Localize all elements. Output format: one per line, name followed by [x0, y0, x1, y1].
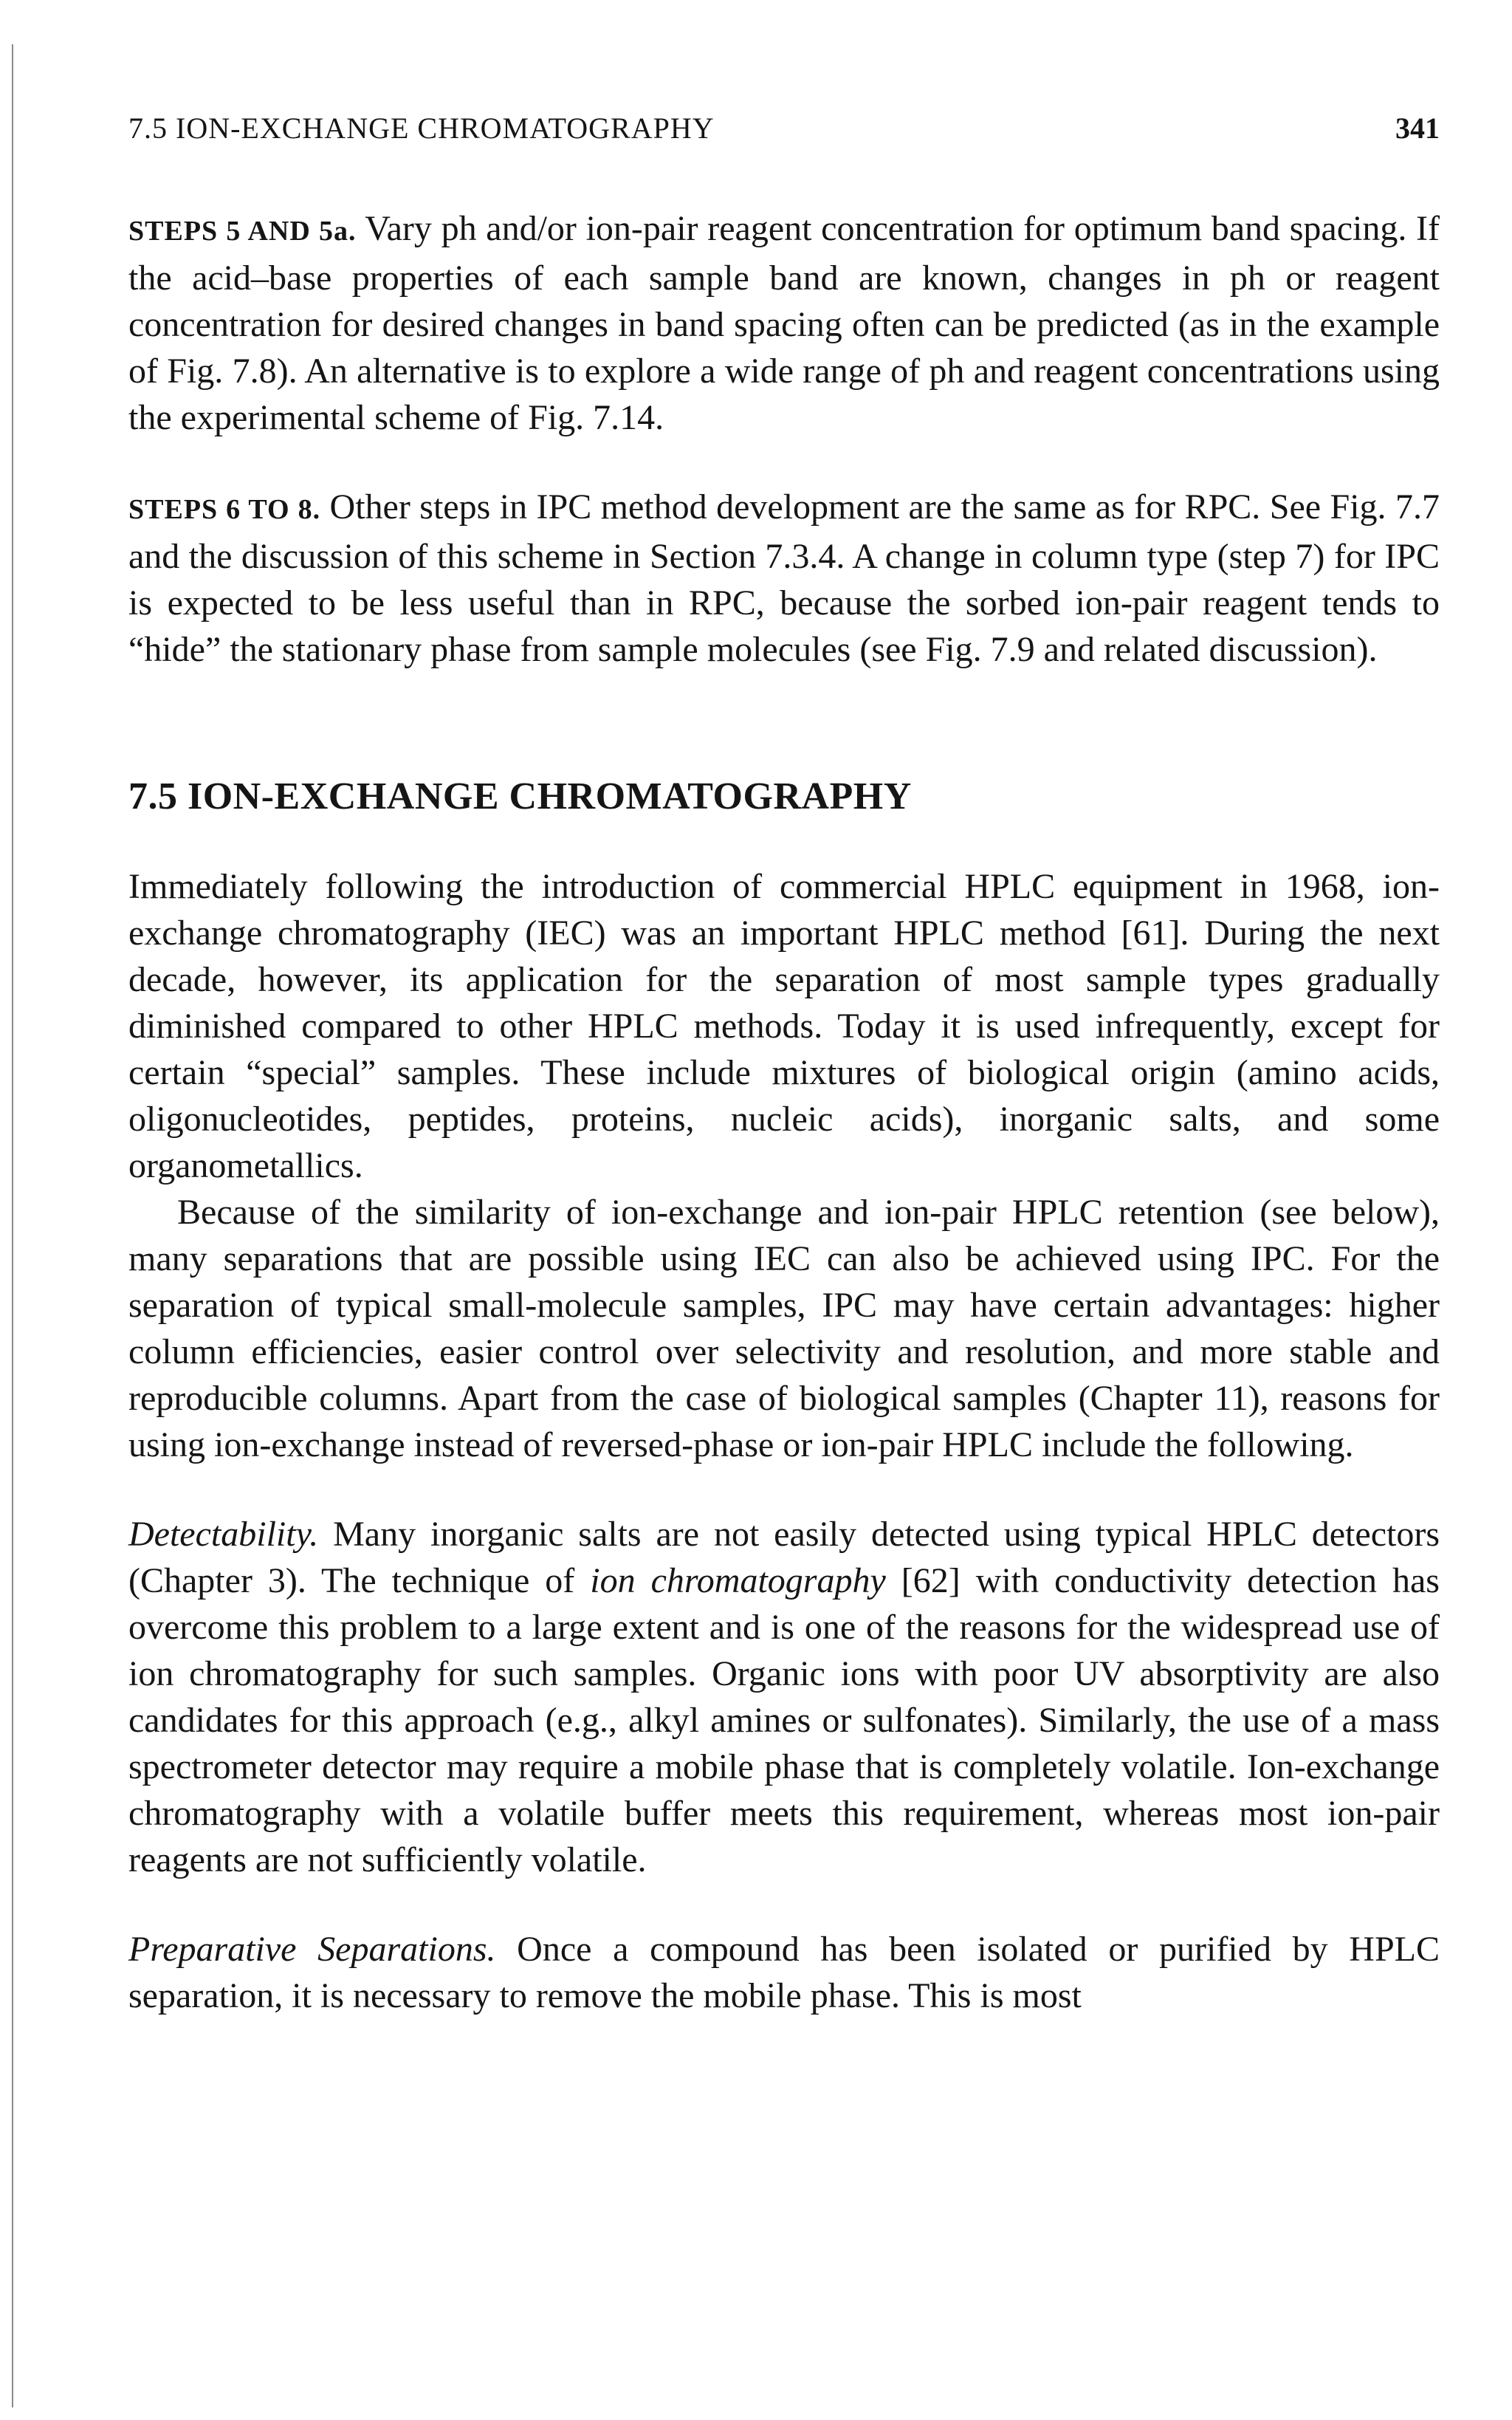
- detectability-paragraph: [128, 1511, 1440, 1883]
- steps-6-text: Other steps in IPC method development are the same as for RPC. See Fig. 7.7 and the discussion of this scheme in Section 7.3.4. A change in column type (step 7) for IPC is expected to be less useful than in RPC, because the sorbed ion-pair reagent tends to “hide” the stationary phase from sample molecules (see Fig. 7.9 and related discussion).: [128, 487, 1440, 669]
- steps-5-lead: STEPS 5 AND 5a.: [128, 216, 357, 247]
- scan-edge-line: [12, 44, 13, 2407]
- preparative-paragraph: [128, 1926, 1440, 2019]
- preparative-title: Preparative Separations.: [128, 1930, 496, 1969]
- detectability-title: Detectability.: [128, 1515, 319, 1554]
- running-head: [128, 111, 1440, 155]
- running-head-title: 7.5 ION-EXCHANGE CHROMATOGRAPHY: [128, 112, 715, 145]
- preparative-text: Once a compound has been isolated or purified by HPLC separation, it is necessary to remove the mobile phase. This is most: [128, 1930, 1440, 2015]
- steps-5-text: Vary ph and/or ion-pair reagent concentration for optimum band spacing. If the acid–base properties of each sample band are known, changes in ph or reagent concentration for desired changes in band spacing often can be predicted (as in the example of Fig. 7.8). An alternative is to explore a wide range of ph and reagent concentrations using the experimental scheme of Fig. 7.14.: [128, 209, 1440, 437]
- steps-6-lead: STEPS 6 TO 8.: [128, 494, 321, 525]
- section-paragraph-1: Immediately following the introduction of commercial HPLC equipment in 1968, ion-exchange chromatography (IEC) was an important HPLC method [61]. During the next decade, however, its application for the separation of most sample types gradually diminished compared to other HPLC methods. Today it is used infrequently, except for certain “special” samples. These include mixtures of biological origin (amino acids, oligonucleotides, peptides, proteins, nucleic acids), inorganic salts, and some organometallics.: [128, 867, 1440, 1185]
- section-heading: 7.5 ION-EXCHANGE CHROMATOGRAPHY: [128, 775, 912, 817]
- steps-6-paragraph: [128, 484, 1440, 673]
- book-page: [128, 111, 1440, 2019]
- detectability-text-1: Many inorganic salts are not easily detected using typical HPLC detectors (Chapter 3). The technique of: [128, 1515, 1440, 1600]
- detectability-text-2: [62] with conductivity detection has overcome this problem to a large extent and is one of the reasons for the widespread use of ion chromatography for such samples. Organic ions with poor UV absorptivity are also candidates for this approach (e.g., alkyl amines or sulfonates). Similarly, the use of a mass spectrometer detector may require a mobile phase that is completely volatile. Ion-exchange chromatography with a volatile buffer meets this requirement, whereas most ion-pair reagents are not sufficiently volatile.: [128, 1561, 1440, 1879]
- page-number: 341: [1395, 112, 1440, 145]
- detectability-emphasis: ion chromatography: [590, 1561, 886, 1600]
- section-paragraph-2: Because of the similarity of ion-exchange and ion-pair HPLC retention (see below), many separations that are possible using IEC can also be achieved using IPC. For the separation of typical small-molecule samples, IPC may have certain advantages: higher column efficiencies, easier control over selectivity and resolution, and more stable and reproducible columns. Apart from the case of biological samples (Chapter 11), reasons for using ion-exchange instead of reversed-phase or ion-pair HPLC include the following.: [128, 1193, 1440, 1464]
- steps-5-paragraph: [128, 205, 1440, 441]
